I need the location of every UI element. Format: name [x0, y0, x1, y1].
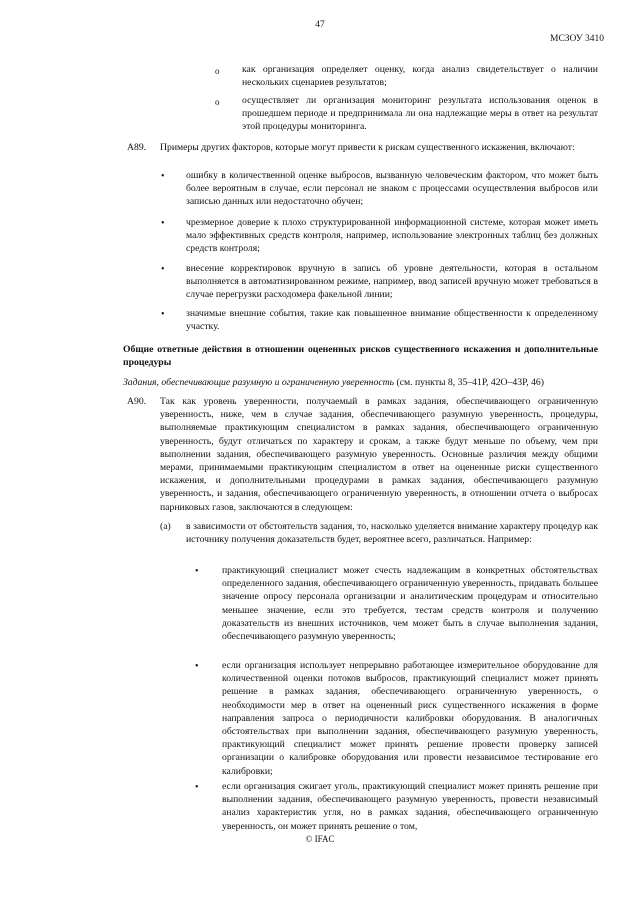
bullet-marker: • — [195, 782, 199, 793]
sub-bullet-text: как организация определяет оценку, когда анализ свидетельствует о наличии нескольких сценариев результатов; — [242, 64, 598, 89]
paragraph-intro: Примеры других факторов, которые могут привести к рискам существенного искажения, включают: — [160, 142, 575, 153]
bullet-marker: • — [161, 218, 165, 229]
item-text: в зависимости от обстоятельств задания, то, насколько уделяется внимание характеру процедур как источнику получения доказательств будет, вероятнее всего, различаться. Например: — [186, 521, 598, 546]
header-code: МСЗОУ 3410 — [550, 34, 604, 44]
sub-bullet-text: осуществляет ли организация мониторинг результата использования оценок в прошедшем периоде и предпринимала ли она надлежащие меры в ответ на результат этой процедуры мониторинга. — [242, 95, 598, 133]
bullet-text: если организация использует непрерывно работающее измерительное оборудование для количественной оценки потоков выбросов, практикующий специалист может принять решение в рамках задания, обеспечивающего ограниченную уверенность, о необходимости мер в ответ на оцененный риск существенного искажения в форме направления запроса о периодичности калибровки оборудования. В аналогичных обстоятельствах при выполнении задания, обеспечивающего разумную уверенность, практикующий специалист может принять решение провести проверку записей организации о калибровке оборудования или провести независимое тестирование его калибровки; — [222, 660, 598, 777]
footer-copyright: © IFAC — [305, 834, 335, 844]
bullet-text: если организация сжигает уголь, практикующий специалист может принять решение при выполнении задания, обеспечивающего разумную уверенность, провести независимый анализ характеристик угля, но в рамках задания, обеспечивающего ограниченную уверенность, он может принять решение о том, — [222, 781, 598, 832]
paragraph-body: Так как уровень уверенности, получаемый в рамках задания, обеспечивающего ограниченную уверенность, ниже, чем в случае задания, обеспечивающего разумную уверенность, процедуры, выполняемые практикующим специалистом в рамках задания, обеспечивающего ограниченную уверенность, будут отличаться по характеру и срокам, а также будут меньше по объему, чем при выполнении задания, обеспечивающего разумную уверенность. Основные различия между общими мерами, принимаемыми практикующим специалистом в ответ на оцененные риски существенного искажения, и дополнительными процедурами в рамках задания, обеспечивающего разумную уверенность, и задания, обеспечивающего ограниченную уверенность, в отношении отчета о выбросах парниковых газов, заключаются в следующем: — [160, 396, 598, 513]
bullet-text: внесение корректировок вручную в запись об уровне деятельности, которая в остальном выполняется в автоматизированном режиме, например, ввод записей вручную может требоваться в случае перегрузки расходомера факельной линии; — [186, 263, 598, 301]
bullet-text: значимые внешние события, такие как повышенное внимание общественности к определенному участку. — [186, 308, 598, 333]
paragraph-label: A90. — [127, 396, 147, 407]
bullet-text: ошибку в количественной оценке выбросов, вызванную человеческим фактором, что может быть более вероятным в случае, если персонал не знаком с процессами осуществления выбросов или записью данных или недостаточно обучен; — [186, 170, 598, 208]
bullet-marker: • — [161, 264, 165, 275]
bullet-text: практикующий специалист может счесть надлежащим в конкретных обстоятельствах определенного задания, обеспечивающего ограниченную уверенность, придавать большее значение опросу персонала организации и аналитическим процедурам и относительно меньшее значение, если это требуется, тестам средств контроля и получению доказательств из внешних источников, чем может быть в случае выполнения задания, обеспечивающего разумную уверенность; — [222, 565, 598, 643]
bullet-marker: • — [195, 566, 199, 577]
item-label: (a) — [160, 521, 171, 532]
bullet-marker: • — [161, 309, 165, 320]
section-heading: Общие ответные действия в отношении оцененных рисков существенного искажения и дополнительные процедуры — [123, 344, 598, 369]
paragraph-label: A89. — [127, 142, 147, 153]
subheading-italic: Задания, обеспечивающие разумную и ограниченную уверенность — [123, 377, 395, 388]
page-number: 47 — [315, 20, 325, 30]
bullet-marker: • — [195, 661, 199, 672]
sub-bullet-marker: o — [215, 66, 220, 76]
bullet-text: чрезмерное доверие к плохо структурированной информационной системе, которая может иметь мало эффективных средств контроля, например, использование электронных таблиц без должных средств контроля; — [186, 217, 598, 255]
sub-bullet-marker: o — [215, 97, 220, 107]
subheading — [123, 376, 603, 389]
subheading-refs: (см. пункты 8, 35–41Р, 42О–43Р, 46) — [396, 377, 544, 388]
bullet-marker: • — [161, 171, 165, 182]
